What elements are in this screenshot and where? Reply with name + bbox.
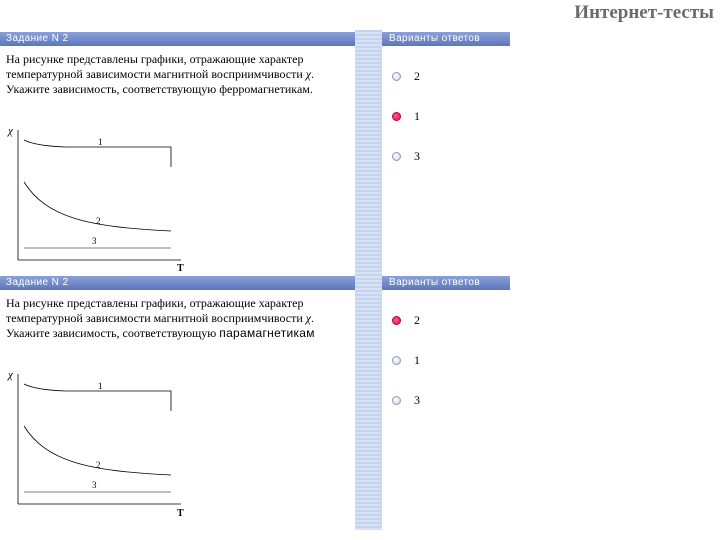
option-label: 3: [414, 149, 420, 163]
curve-label-3: 3: [92, 480, 97, 490]
radio-button-selected[interactable]: [392, 316, 401, 325]
question-part: На рисунке представлены графики, отражающие характер температурной зависимости магнитной восприимчивости: [6, 52, 304, 81]
susceptibility-graph: [6, 366, 196, 518]
y-axis-label: χ: [8, 125, 13, 137]
radio-button[interactable]: [392, 396, 401, 405]
curve-label-1: 1: [98, 381, 103, 391]
question-text: [6, 296, 316, 341]
answers-header: Варианты ответов: [382, 32, 510, 46]
radio-button-selected[interactable]: [392, 112, 401, 121]
column-divider: [355, 30, 382, 530]
answer-option-1[interactable]: [392, 353, 420, 368]
page-title: Интернет-тесты: [574, 2, 714, 23]
answer-option-2[interactable]: [392, 69, 420, 84]
task-panel-2: [0, 276, 355, 518]
chi-symbol: χ: [305, 311, 312, 325]
chi-symbol: χ: [305, 67, 312, 81]
option-label: 3: [414, 393, 420, 407]
radio-button[interactable]: [392, 152, 401, 161]
option-label: 1: [414, 109, 420, 123]
answers-header: Варианты ответов: [382, 276, 510, 290]
question-part: . Укажите зависимость, соответствующую: [6, 311, 315, 340]
task-panel-1: [0, 32, 355, 272]
question-text: [6, 52, 316, 97]
answer-option-2[interactable]: [392, 313, 420, 328]
answers-panel-2: [382, 276, 510, 506]
task-header: Задание N 2: [0, 276, 355, 290]
x-axis-label: T: [177, 508, 184, 518]
radio-button[interactable]: [392, 72, 401, 81]
answer-option-1[interactable]: [392, 109, 420, 124]
radio-button[interactable]: [392, 356, 401, 365]
option-label: 2: [414, 313, 420, 327]
y-axis-label: χ: [8, 369, 13, 381]
question-part: . Укажите зависимость, соответствующую ферромагнетикам.: [6, 67, 315, 96]
answer-option-3[interactable]: [392, 149, 420, 164]
curve-label-2: 2: [96, 216, 101, 226]
task-header: Задание N 2: [0, 32, 355, 46]
susceptibility-graph: [6, 122, 196, 272]
answers-panel-1: [382, 32, 510, 262]
curve-label-2: 2: [96, 460, 101, 470]
curve-label-3: 3: [92, 236, 97, 246]
option-label: 1: [414, 353, 420, 367]
x-axis-label: T: [177, 263, 184, 272]
option-label: 2: [414, 69, 420, 83]
curve-label-1: 1: [98, 137, 103, 147]
answer-option-3[interactable]: [392, 393, 420, 408]
question-highlight: парамагнетикам: [219, 326, 315, 340]
question-part: На рисунке представлены графики, отражающие характер температурной зависимости магнитной восприимчивости: [6, 296, 304, 325]
